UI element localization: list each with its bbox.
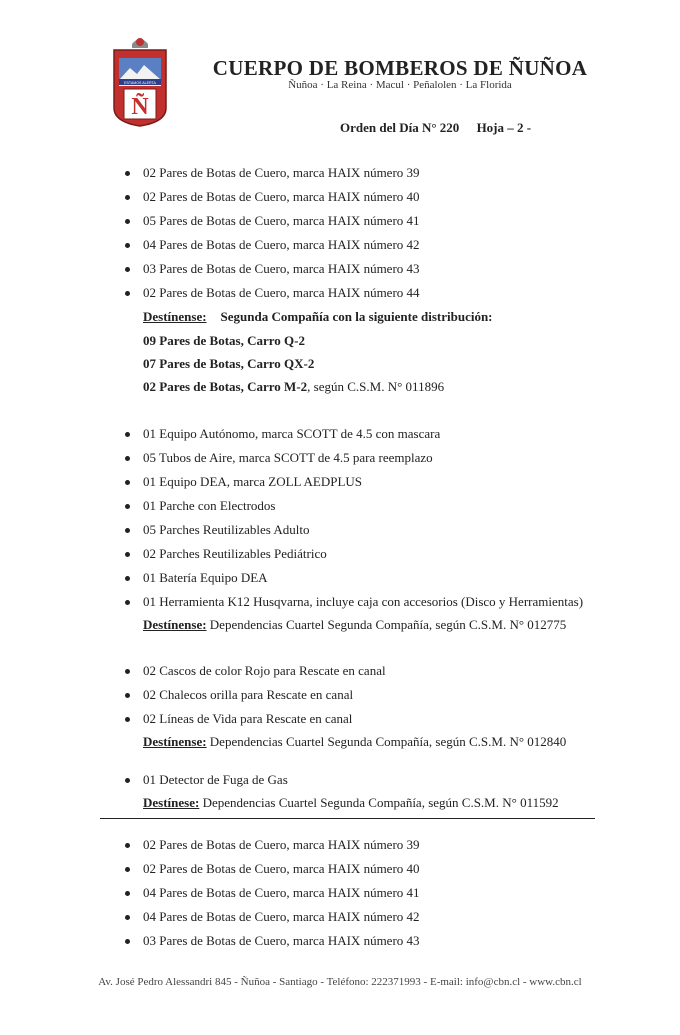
bullet: [125, 843, 130, 848]
list-item: 01 Parche con Electrodos: [143, 498, 276, 513]
bullet: [125, 243, 130, 248]
logo-motto: ESTAMOS ALERTA: [124, 81, 156, 85]
bullet: [125, 456, 130, 461]
bullet: [125, 693, 130, 698]
list-item: 02 Pares de Botas de Cuero, marca HAIX número 40: [143, 189, 420, 204]
logo-letter: Ñ: [131, 94, 149, 120]
page-number: Hoja – 2 -: [476, 120, 532, 135]
bullet: [125, 528, 130, 533]
bullet: [125, 171, 130, 176]
fire-department-crest-logo: [110, 32, 170, 128]
distribution-line: 09 Pares de Botas, Carro Q-2: [143, 333, 305, 348]
list-item: 01 Batería Equipo DEA: [143, 570, 268, 585]
destination-label: Destínese:: [143, 795, 200, 810]
bullet: [125, 600, 130, 605]
destination-text: Dependencias Cuartel Segunda Compañía, según C.S.M. N° 012840: [206, 734, 567, 749]
bullet: [125, 669, 130, 674]
bullet: [125, 195, 130, 200]
bullet: [125, 778, 130, 783]
list-item: 02 Pares de Botas de Cuero, marca HAIX número 40: [143, 861, 420, 876]
destination-text: Segunda Compañía con la siguiente distribución:: [220, 309, 493, 324]
order-header: [340, 120, 600, 136]
bullet: [125, 480, 130, 485]
bullet: [125, 219, 130, 224]
order-number: Orden del Día N° 220: [340, 120, 460, 135]
list-item: 01 Equipo DEA, marca ZOLL AEDPLUS: [143, 474, 363, 489]
list-item: 03 Pares de Botas de Cuero, marca HAIX número 43: [143, 261, 420, 276]
organization-communes: Ñuñoa · La Reina · Macul · Peñalolen · La Florida: [288, 79, 512, 91]
bullet: [125, 939, 130, 944]
destination-text: Dependencias Cuartel Segunda Compañía, según C.S.M. N° 012775: [206, 617, 567, 632]
bullet: [125, 267, 130, 272]
destination-label: Destínense:: [143, 309, 207, 324]
section-divider: [100, 818, 595, 819]
list-item: 03 Pares de Botas de Cuero, marca HAIX número 43: [143, 933, 420, 948]
destination-line: [143, 795, 559, 811]
bullet: [125, 915, 130, 920]
list-item: 02 Pares de Botas de Cuero, marca HAIX número 39: [143, 837, 420, 852]
organization-title: CUERPO DE BOMBEROS DE ÑUÑOA: [212, 56, 588, 80]
distribution-line: [143, 379, 444, 395]
destination-line: [143, 734, 566, 750]
list-item: 01 Detector de Fuga de Gas: [143, 772, 288, 787]
csm-reference: , según C.S.M. N° 011896: [307, 379, 445, 394]
distribution-text: 02 Pares de Botas, Carro M-2: [143, 379, 308, 394]
list-item: 05 Parches Reutilizables Adulto: [143, 522, 310, 537]
list-item: 02 Pares de Botas de Cuero, marca HAIX número 44: [143, 285, 420, 300]
destination-line: [143, 617, 566, 633]
list-item: 05 Tubos de Aire, marca SCOTT de 4.5 para reemplazo: [143, 450, 433, 465]
list-item: 02 Líneas de Vida para Rescate en canal: [143, 711, 353, 726]
bullet: [125, 717, 130, 722]
list-item: 02 Cascos de color Rojo para Rescate en canal: [143, 663, 386, 678]
list-item: 04 Pares de Botas de Cuero, marca HAIX número 42: [143, 237, 420, 252]
list-item: 01 Equipo Autónomo, marca SCOTT de 4.5 con mascara: [143, 426, 441, 441]
list-item: 02 Parches Reutilizables Pediátrico: [143, 546, 327, 561]
bullet: [125, 504, 130, 509]
bullet: [125, 552, 130, 557]
bullet: [125, 432, 130, 437]
list-item: 02 Pares de Botas de Cuero, marca HAIX número 39: [143, 165, 420, 180]
destination-label: Destínense:: [143, 617, 207, 632]
list-item: 04 Pares de Botas de Cuero, marca HAIX número 41: [143, 885, 420, 900]
list-item: 05 Pares de Botas de Cuero, marca HAIX número 41: [143, 213, 420, 228]
destination-label: Destínense:: [143, 734, 207, 749]
bullet: [125, 576, 130, 581]
list-item: 04 Pares de Botas de Cuero, marca HAIX número 42: [143, 909, 420, 924]
destination-line: [143, 309, 493, 325]
distribution-line: 07 Pares de Botas, Carro QX-2: [143, 356, 315, 371]
bullet: [125, 891, 130, 896]
list-item: 02 Chalecos orilla para Rescate en canal: [143, 687, 354, 702]
page-footer: Av. José Pedro Alessandri 845 - Ñuñoa - Santiago - Teléfono: 222371993 - E-mail: info@cbn.cl - www.cbn.cl: [98, 976, 582, 988]
list-item: 01 Herramienta K12 Husqvarna, incluye caja con accesorios (Disco y Herramientas): [143, 594, 584, 609]
bullet: [125, 291, 130, 296]
destination-text: Dependencias Cuartel Segunda Compañía, según C.S.M. N° 011592: [199, 795, 559, 810]
bullet: [125, 867, 130, 872]
